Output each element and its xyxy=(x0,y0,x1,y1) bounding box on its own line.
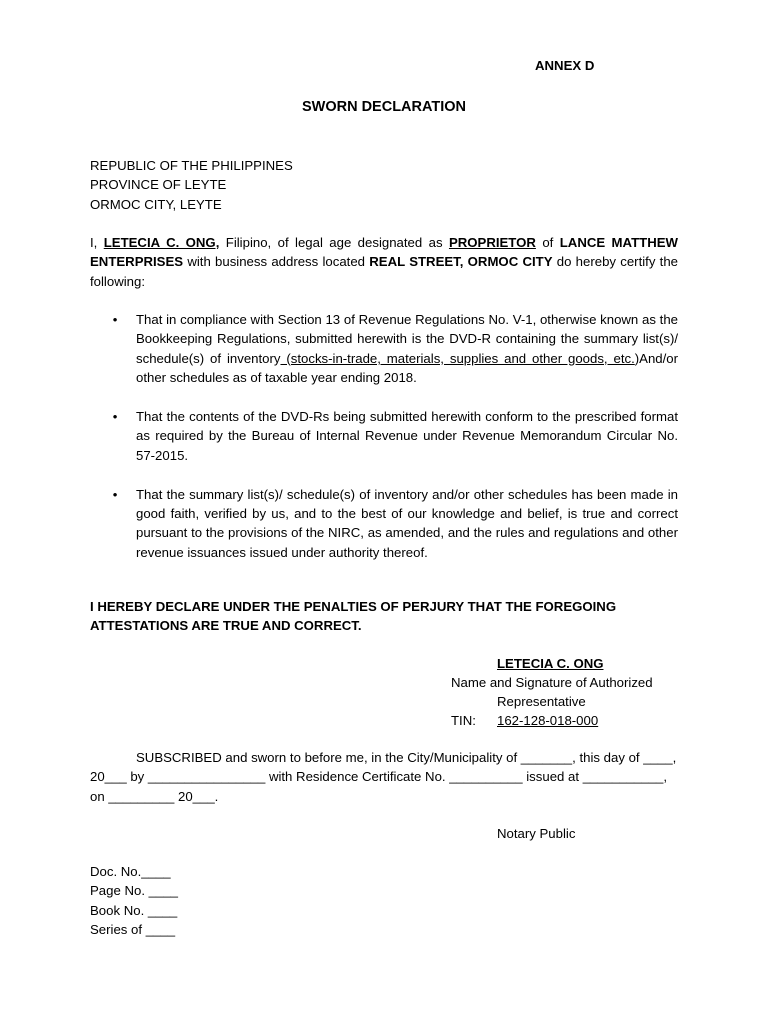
doc-number: Doc. No.____ xyxy=(90,864,171,879)
list-item xyxy=(108,485,678,563)
document-title: SWORN DECLARATION xyxy=(301,99,467,115)
notarial-register-block xyxy=(90,862,178,940)
page-number: Page No. ____ xyxy=(90,883,178,899)
intro-text-5: do hereby certify the following: xyxy=(90,254,679,289)
bullet-icon: • xyxy=(112,409,118,425)
series-year: Series of ____ xyxy=(90,922,176,938)
signatory-caption-2: Representative xyxy=(497,694,586,709)
venue-republic: REPUBLIC OF THE PHILIPPINES xyxy=(90,158,293,173)
declarant-name: LETECIA C. ONG, xyxy=(103,235,220,250)
signatory-name: LETECIA C. ONG xyxy=(497,656,604,671)
jurat-line-2: 20___ by ________________ with Residence Certificate No. __________ issued at ___________, xyxy=(90,769,668,784)
bullet-2-text: That the contents of the DVD-Rs being submitted herewith conform to the prescribed format as required by the Bureau of Internal Revenue under Revenue Memorandum Circular No. 57-2015. xyxy=(136,409,678,463)
bullet-1-text: That in compliance with Section 13 of Revenue Regulations No. V-1, otherwise known as the Bookkeeping Regulations, submitted herewith is the DVD-R containing the summary list(s)/ schedule(s) of inventory xyxy=(136,312,678,366)
jurat-line-1: SUBSCRIBED and sworn to before me, in the City/Municipality of _______, this day of ____, xyxy=(136,750,677,765)
intro-text-1: I, xyxy=(90,235,104,250)
business-address: REAL STREET, ORMOC CITY xyxy=(369,254,553,270)
bullet-icon: • xyxy=(112,486,118,502)
venue-block xyxy=(90,156,293,214)
venue-province: PROVINCE OF LEYTE xyxy=(90,177,227,193)
tin-value: 162-128-018-000 xyxy=(497,713,599,728)
certification-list xyxy=(108,310,678,582)
perjury-declaration: I HEREBY DECLARE UNDER THE PENALTIES OF PERJURY THAT THE FOREGOING ATTESTATIONS ARE TRUE AND CORRECT. xyxy=(90,599,617,634)
intro-text-3: of xyxy=(535,235,560,250)
intro-text-4: with business address located xyxy=(183,254,370,270)
jurat-line-3: on _________ 20___. xyxy=(90,789,219,804)
annex-label: ANNEX D xyxy=(535,58,595,73)
venue-city: ORMOC CITY, LEYTE xyxy=(90,196,222,212)
intro-text-2: Filipino, of legal age designated as xyxy=(219,235,449,250)
tin-label: TIN: xyxy=(451,713,476,728)
intro-paragraph xyxy=(90,233,678,291)
signatory-caption: Name and Signature of Authorized xyxy=(451,675,653,690)
declarant-position: PROPRIETOR xyxy=(448,235,536,250)
bullet-3-text: That the summary list(s)/ schedule(s) of inventory and/or other schedules has been made in good faith, verified by us, and to the best of our knowledge and belief, is true and correct pursuant to the provisions of the NIRC, as amended, and the rules and regulations and other revenue issuances issued under authority thereof. xyxy=(136,486,678,560)
list-item xyxy=(108,310,678,388)
bullet-icon: • xyxy=(112,312,118,327)
bullet-1-underlined: (stocks-in-trade, materials, supplies and other goods, etc. xyxy=(280,350,635,366)
company-name: LANCE MATTHEW ENTERPRISES xyxy=(90,235,678,270)
list-item xyxy=(108,407,678,465)
bullet-1-text-end: )And/or other schedules as of taxable year ending 2018. xyxy=(136,350,678,386)
book-number: Book No. ____ xyxy=(90,902,178,918)
notary-public-label: Notary Public xyxy=(497,826,576,841)
